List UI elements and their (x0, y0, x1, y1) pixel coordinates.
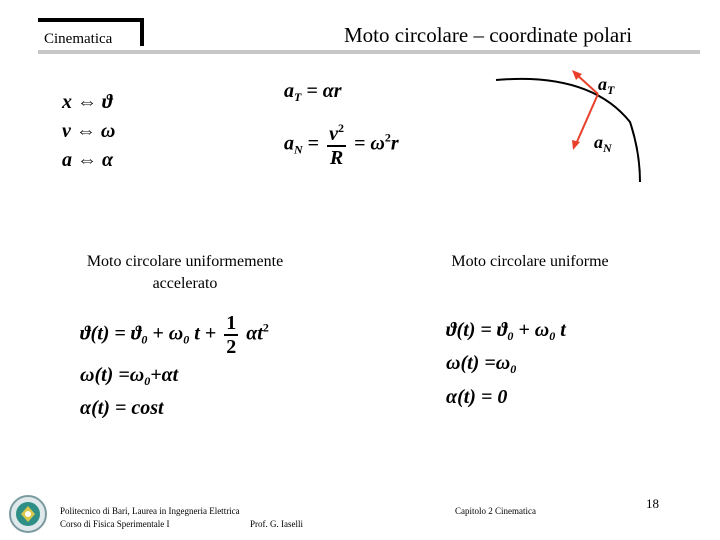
footer-course: Corso di Fisica Sperimentale I (60, 519, 170, 529)
right-equation-1: $ϑ(t) = ϑ_0 + \omega_0$ t (446, 319, 566, 343)
fraction: $\frac{v^2}{R}$ (329, 121, 344, 169)
equivalence-row: x ⇔ ϑ (62, 91, 113, 113)
right-equation-3: α(t) = 0 (446, 386, 508, 408)
normal-arrowhead (572, 140, 580, 150)
normal-acceleration-formula: $a_N$ = $\frac{v^2}{R}$ = $\omega^2r$ (284, 121, 399, 169)
footer-chapter: Capitolo 2 Cinematica (455, 506, 536, 516)
uniform-motion-heading: Moto circolare uniforme (451, 253, 609, 270)
tangential-acceleration-formula: $a_T = \alpha r$ (284, 80, 342, 104)
equivalence-row: v ⇔ ω (62, 120, 116, 142)
normal-label: $a_N$ (594, 132, 612, 155)
tangential-label: $a_T$ (598, 74, 615, 97)
header-rule (38, 50, 700, 54)
fraction: $\frac{1}{2}$ (226, 312, 237, 358)
left-equation-3: α(t) = cost (80, 397, 164, 419)
right-equation-2: $\omega(t) =\omega_0$ (446, 352, 517, 376)
circular-motion-diagram (480, 62, 660, 186)
page-number: 18 (646, 496, 659, 511)
footer-institution: Politecnico di Bari, Laurea in Ingegneria Elettrica (60, 506, 240, 516)
section-label: Cinematica (44, 31, 113, 47)
university-logo (8, 494, 48, 534)
circle-arc (496, 79, 640, 182)
equivalence-row: a ⇔ α (62, 149, 114, 171)
footer-author: Prof. G. Iaselli (250, 519, 303, 529)
page-title: Moto circolare – coordinate polari (344, 23, 633, 47)
left-equation-1: $ϑ(t) = ϑ_0 + \omega_0$ t + $\frac{1}{2}$ $\alpha t^2$ (80, 312, 269, 358)
left-equation-2: $\omega(t) =\omega_0+\alpha t$ (80, 364, 179, 388)
uniformly-accelerated-heading: Moto circolare uniformemente accelerato (86, 253, 284, 292)
equivalence-list (62, 88, 115, 175)
